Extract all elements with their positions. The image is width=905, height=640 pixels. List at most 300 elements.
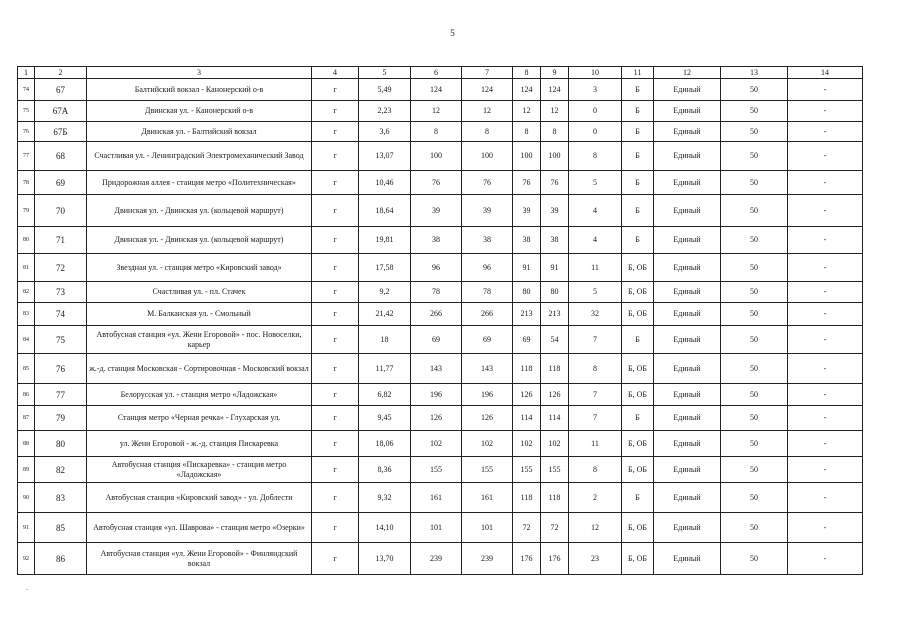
table-cell: 18 [359,326,411,354]
table-cell: 5 [569,282,622,303]
table-cell: 77 [18,142,35,171]
table-cell: г [312,303,359,326]
table-cell: 10,46 [359,171,411,195]
table-cell: 118 [513,354,541,384]
table-cell: Б, ОБ [622,384,654,406]
column-header-14: 14 [788,67,863,79]
table-cell: 0 [569,101,622,122]
table-cell: г [312,431,359,457]
table-cell: 12 [411,101,462,122]
table-cell: Единый [654,195,721,227]
table-cell: Б, ОБ [622,254,654,282]
table-cell: 78 [18,171,35,195]
table-cell: Придорожная аллея - станция метро «Политехническая» [87,171,312,195]
table-cell: Белорусская ул. - станция метро «Ладожская» [87,384,312,406]
table-cell: - [788,457,863,483]
table-cell: Автобусная станция «ул. Шаврова» - станция метро «Озерки» [87,513,312,543]
table-cell: 75 [18,101,35,122]
table-cell: 50 [721,326,788,354]
table-cell: Б [622,406,654,431]
table-cell: Б [622,227,654,254]
table-cell: 196 [411,384,462,406]
table-cell: Единый [654,282,721,303]
table-cell: 126 [513,384,541,406]
table-cell: - [788,254,863,282]
table-cell: 69 [35,171,87,195]
table-cell: 90 [18,483,35,513]
table-cell: 39 [513,195,541,227]
table-cell: - [788,513,863,543]
table-cell: 85 [18,354,35,384]
table-cell: Двинская ул. - Балтийский вокзал [87,122,312,142]
table-cell: 50 [721,303,788,326]
table-cell: 266 [462,303,513,326]
table-cell: 14,10 [359,513,411,543]
table-cell: 13,07 [359,142,411,171]
table-cell: Единый [654,431,721,457]
table-cell: 213 [513,303,541,326]
table-cell: - [788,122,863,142]
table-cell: 102 [513,431,541,457]
table-cell: 86 [18,384,35,406]
table-cell: 70 [35,195,87,227]
table-cell: 8 [541,122,569,142]
table-cell: 38 [411,227,462,254]
table-cell: 8 [462,122,513,142]
table-cell: 0 [569,122,622,142]
table-cell: 4 [569,227,622,254]
table-cell: Б, ОБ [622,513,654,543]
table-cell: Единый [654,457,721,483]
table-cell: 76 [541,171,569,195]
table-row [18,406,863,431]
table-cell: Единый [654,326,721,354]
table-cell: Б, ОБ [622,303,654,326]
table-cell: 86 [35,543,87,575]
table-cell: 80 [35,431,87,457]
table-cell: - [788,406,863,431]
table-cell: 83 [35,483,87,513]
table-cell: 87 [18,406,35,431]
table-cell: 76 [18,122,35,142]
table-cell: 155 [462,457,513,483]
table-cell: 50 [721,122,788,142]
table-cell: 69 [462,326,513,354]
table-cell: Единый [654,354,721,384]
table-cell: Единый [654,543,721,575]
table-cell: 67 [35,79,87,101]
table-cell: г [312,79,359,101]
table-cell: Б, ОБ [622,354,654,384]
table-cell: Единый [654,101,721,122]
table-cell: 6,82 [359,384,411,406]
column-header-2: 2 [35,67,87,79]
table-cell: 50 [721,227,788,254]
table-cell: 143 [462,354,513,384]
table-cell: Б [622,101,654,122]
table-cell: 39 [411,195,462,227]
table-cell: Станция метро «Черная речка» - Глухарская ул. [87,406,312,431]
table-row [18,457,863,483]
table-cell: 75 [35,326,87,354]
table-cell: Счастливая ул. - пл. Стачек [87,282,312,303]
table-cell: 50 [721,171,788,195]
table-cell: Счастливая ул. - Ленинградский Электромеханический Завод [87,142,312,171]
table-cell: 50 [721,254,788,282]
table-cell: Единый [654,384,721,406]
table-cell: 100 [541,142,569,171]
table-cell: г [312,122,359,142]
table-cell: - [788,354,863,384]
table-row [18,303,863,326]
table-cell: 8 [569,142,622,171]
table-cell: 54 [541,326,569,354]
table-cell: Единый [654,227,721,254]
table-cell: 23 [569,543,622,575]
table-row [18,513,863,543]
table-cell: 39 [541,195,569,227]
table-cell: 74 [18,79,35,101]
column-header-8: 8 [513,67,541,79]
table-cell: 9,32 [359,483,411,513]
stray-mark: ` [26,588,29,596]
table-cell: Автобусная станция «ул. Жени Егоровой» - Финляндский вокзал [87,543,312,575]
table-cell: 81 [18,254,35,282]
table-cell: - [788,303,863,326]
table-cell: 50 [721,101,788,122]
table-cell: 80 [18,227,35,254]
table-row [18,326,863,354]
table-cell: 213 [541,303,569,326]
table-cell: 17,58 [359,254,411,282]
table-cell: Звездная ул. - станция метро «Кировский завод» [87,254,312,282]
table-cell: 126 [462,406,513,431]
table-cell: 18,06 [359,431,411,457]
table-row [18,142,863,171]
table-cell: 155 [541,457,569,483]
table-cell: Автобусная станция «Кировский завод» - ул. Доблести [87,483,312,513]
table-cell: 114 [513,406,541,431]
table-row [18,254,863,282]
table-cell: 118 [513,483,541,513]
table-cell: 80 [513,282,541,303]
table-cell: г [312,384,359,406]
table-row [18,227,863,254]
table-cell: Б [622,195,654,227]
table-cell: 38 [462,227,513,254]
table-cell: Единый [654,254,721,282]
table-cell: Автобусная станция «Пискаревка» - станция метро «Ладожская» [87,457,312,483]
table-row [18,195,863,227]
table-cell: Двинская ул. - Двинская ул. (кольцевой маршрут) [87,195,312,227]
table-cell: 100 [513,142,541,171]
table-cell: 3,6 [359,122,411,142]
table-cell: 50 [721,513,788,543]
table-cell: г [312,101,359,122]
table-cell: 69 [513,326,541,354]
table-cell: Единый [654,79,721,101]
table-cell: 161 [411,483,462,513]
table-row [18,384,863,406]
table-cell: г [312,513,359,543]
table-cell: 100 [462,142,513,171]
table-row [18,79,863,101]
table-cell: г [312,195,359,227]
table-cell: 73 [35,282,87,303]
table-row [18,543,863,575]
table-cell: 76 [462,171,513,195]
column-header-5: 5 [359,67,411,79]
table-cell: Единый [654,406,721,431]
table-cell: 76 [35,354,87,384]
table-cell: Единый [654,171,721,195]
table-cell: 72 [513,513,541,543]
table-cell: 12 [569,513,622,543]
table-cell: 92 [18,543,35,575]
table-cell: 71 [35,227,87,254]
table-cell: 3 [569,79,622,101]
table-cell: г [312,483,359,513]
table-cell: г [312,543,359,575]
table-cell: 50 [721,406,788,431]
table-cell: 74 [35,303,87,326]
table-cell: 50 [721,79,788,101]
table-cell: М. Балканская ул. - Смольный [87,303,312,326]
table-cell: Б [622,79,654,101]
column-header-4: 4 [312,67,359,79]
table-cell: 76 [411,171,462,195]
table-cell: 5 [569,171,622,195]
table-row [18,282,863,303]
page-number: 5 [450,28,455,38]
table-cell: Единый [654,142,721,171]
table-cell: 8,36 [359,457,411,483]
table-cell: Б, ОБ [622,431,654,457]
table-cell: Единый [654,483,721,513]
table-cell: 266 [411,303,462,326]
table-cell: 50 [721,384,788,406]
table-cell: Б [622,483,654,513]
table-cell: г [312,282,359,303]
table-cell: г [312,171,359,195]
table-cell: Единый [654,303,721,326]
table-cell: 79 [35,406,87,431]
table-cell: - [788,79,863,101]
table-cell: - [788,431,863,457]
table-cell: 96 [411,254,462,282]
table-cell: 176 [541,543,569,575]
table-row [18,101,863,122]
table-cell: г [312,227,359,254]
table-cell: - [788,282,863,303]
table-cell: 101 [462,513,513,543]
table-cell: 13,70 [359,543,411,575]
table-cell: 11 [569,431,622,457]
column-header-7: 7 [462,67,513,79]
table-cell: 118 [541,354,569,384]
table-cell: 77 [35,384,87,406]
table-header-row [18,67,863,79]
table-body [18,67,863,575]
table-cell: 72 [541,513,569,543]
table-cell: 11 [569,254,622,282]
table-row [18,354,863,384]
table-cell: г [312,354,359,384]
table-cell: 4 [569,195,622,227]
table-cell: 11,77 [359,354,411,384]
table-cell: 102 [541,431,569,457]
table-cell: Балтийский вокзал - Канонерский о-в [87,79,312,101]
table-cell: 9,45 [359,406,411,431]
table-cell: 2,23 [359,101,411,122]
table-cell: Б [622,142,654,171]
table-cell: - [788,142,863,171]
table-cell: 79 [18,195,35,227]
table-cell: 2 [569,483,622,513]
table-cell: 102 [462,431,513,457]
table-cell: 50 [721,483,788,513]
table-cell: 5,49 [359,79,411,101]
table-cell: 67А [35,101,87,122]
table-cell: 126 [411,406,462,431]
table-cell: 7 [569,326,622,354]
column-header-13: 13 [721,67,788,79]
table-cell: 69 [411,326,462,354]
table-cell: 176 [513,543,541,575]
table-cell: 124 [513,79,541,101]
table-cell: 9,2 [359,282,411,303]
table-cell: Единый [654,513,721,543]
table-cell: 78 [411,282,462,303]
table-cell: 118 [541,483,569,513]
table-cell: г [312,457,359,483]
table-cell: 89 [18,457,35,483]
table-cell: 91 [541,254,569,282]
table-cell: 8 [569,457,622,483]
table-cell: 126 [541,384,569,406]
table-cell: г [312,254,359,282]
table-cell: 8 [569,354,622,384]
table-cell: 50 [721,195,788,227]
table-cell: г [312,142,359,171]
table-cell: Б [622,326,654,354]
table-cell: 124 [541,79,569,101]
table-cell: 50 [721,431,788,457]
table-cell: Б [622,122,654,142]
table-cell: 102 [411,431,462,457]
table-cell: - [788,326,863,354]
table-cell: 196 [462,384,513,406]
table-cell: 91 [513,254,541,282]
table-cell: 78 [462,282,513,303]
table-cell: 155 [513,457,541,483]
table-cell: 68 [35,142,87,171]
table-cell: 50 [721,282,788,303]
table-cell: 143 [411,354,462,384]
table-cell: 72 [35,254,87,282]
table-cell: 82 [18,282,35,303]
table-cell: - [788,483,863,513]
table-cell: 50 [721,354,788,384]
table-cell: Б, ОБ [622,457,654,483]
table-cell: Автобусная станция «ул. Жени Егоровой» - пос. Новоселки, карьер [87,326,312,354]
table-cell: г [312,406,359,431]
table-cell: 7 [569,406,622,431]
table-cell: 38 [541,227,569,254]
column-header-9: 9 [541,67,569,79]
column-header-10: 10 [569,67,622,79]
table-cell: - [788,195,863,227]
table-cell: 50 [721,142,788,171]
table-cell: 32 [569,303,622,326]
column-header-12: 12 [654,67,721,79]
table-cell: - [788,384,863,406]
table-cell: 155 [411,457,462,483]
table-cell: - [788,543,863,575]
table-cell: 76 [513,171,541,195]
table-cell: 239 [462,543,513,575]
table-cell: 84 [18,326,35,354]
table-cell: 85 [35,513,87,543]
table-row [18,431,863,457]
table-cell: г [312,326,359,354]
table-cell: Б, ОБ [622,282,654,303]
table-row [18,483,863,513]
table-cell: Двинская ул. - Канонерский о-в [87,101,312,122]
table-cell: 8 [411,122,462,142]
table-cell: Единый [654,122,721,142]
table-cell: Б, ОБ [622,543,654,575]
table-cell: 12 [513,101,541,122]
table-cell: 67Б [35,122,87,142]
table-cell: 124 [462,79,513,101]
table-cell: 96 [462,254,513,282]
table-cell: 19,81 [359,227,411,254]
table-cell: 50 [721,457,788,483]
table-cell: 83 [18,303,35,326]
table-cell: 124 [411,79,462,101]
table-cell: 239 [411,543,462,575]
table-cell: 100 [411,142,462,171]
table-cell: 18,64 [359,195,411,227]
routes-table [17,66,863,575]
table-row [18,122,863,142]
table-cell: Б [622,171,654,195]
table-cell: Двинская ул. - Двинская ул. (кольцевой маршрут) [87,227,312,254]
table-cell: 101 [411,513,462,543]
table-cell: 50 [721,543,788,575]
table-cell: ул. Жени Егоровой - ж.-д. станция Пискаревка [87,431,312,457]
column-header-1: 1 [18,67,35,79]
table-cell: 21,42 [359,303,411,326]
table-row [18,171,863,195]
table-cell: 7 [569,384,622,406]
table-cell: - [788,101,863,122]
table-cell: 82 [35,457,87,483]
table-cell: 161 [462,483,513,513]
table-cell: 91 [18,513,35,543]
table-cell: 80 [541,282,569,303]
table-cell: - [788,227,863,254]
table-cell: 39 [462,195,513,227]
table-cell: 114 [541,406,569,431]
table-cell: 88 [18,431,35,457]
column-header-6: 6 [411,67,462,79]
table-cell: - [788,171,863,195]
table-cell: 12 [541,101,569,122]
table-cell: ж.-д. станция Московская - Сортировочная - Московский вокзал [87,354,312,384]
column-header-3: 3 [87,67,312,79]
